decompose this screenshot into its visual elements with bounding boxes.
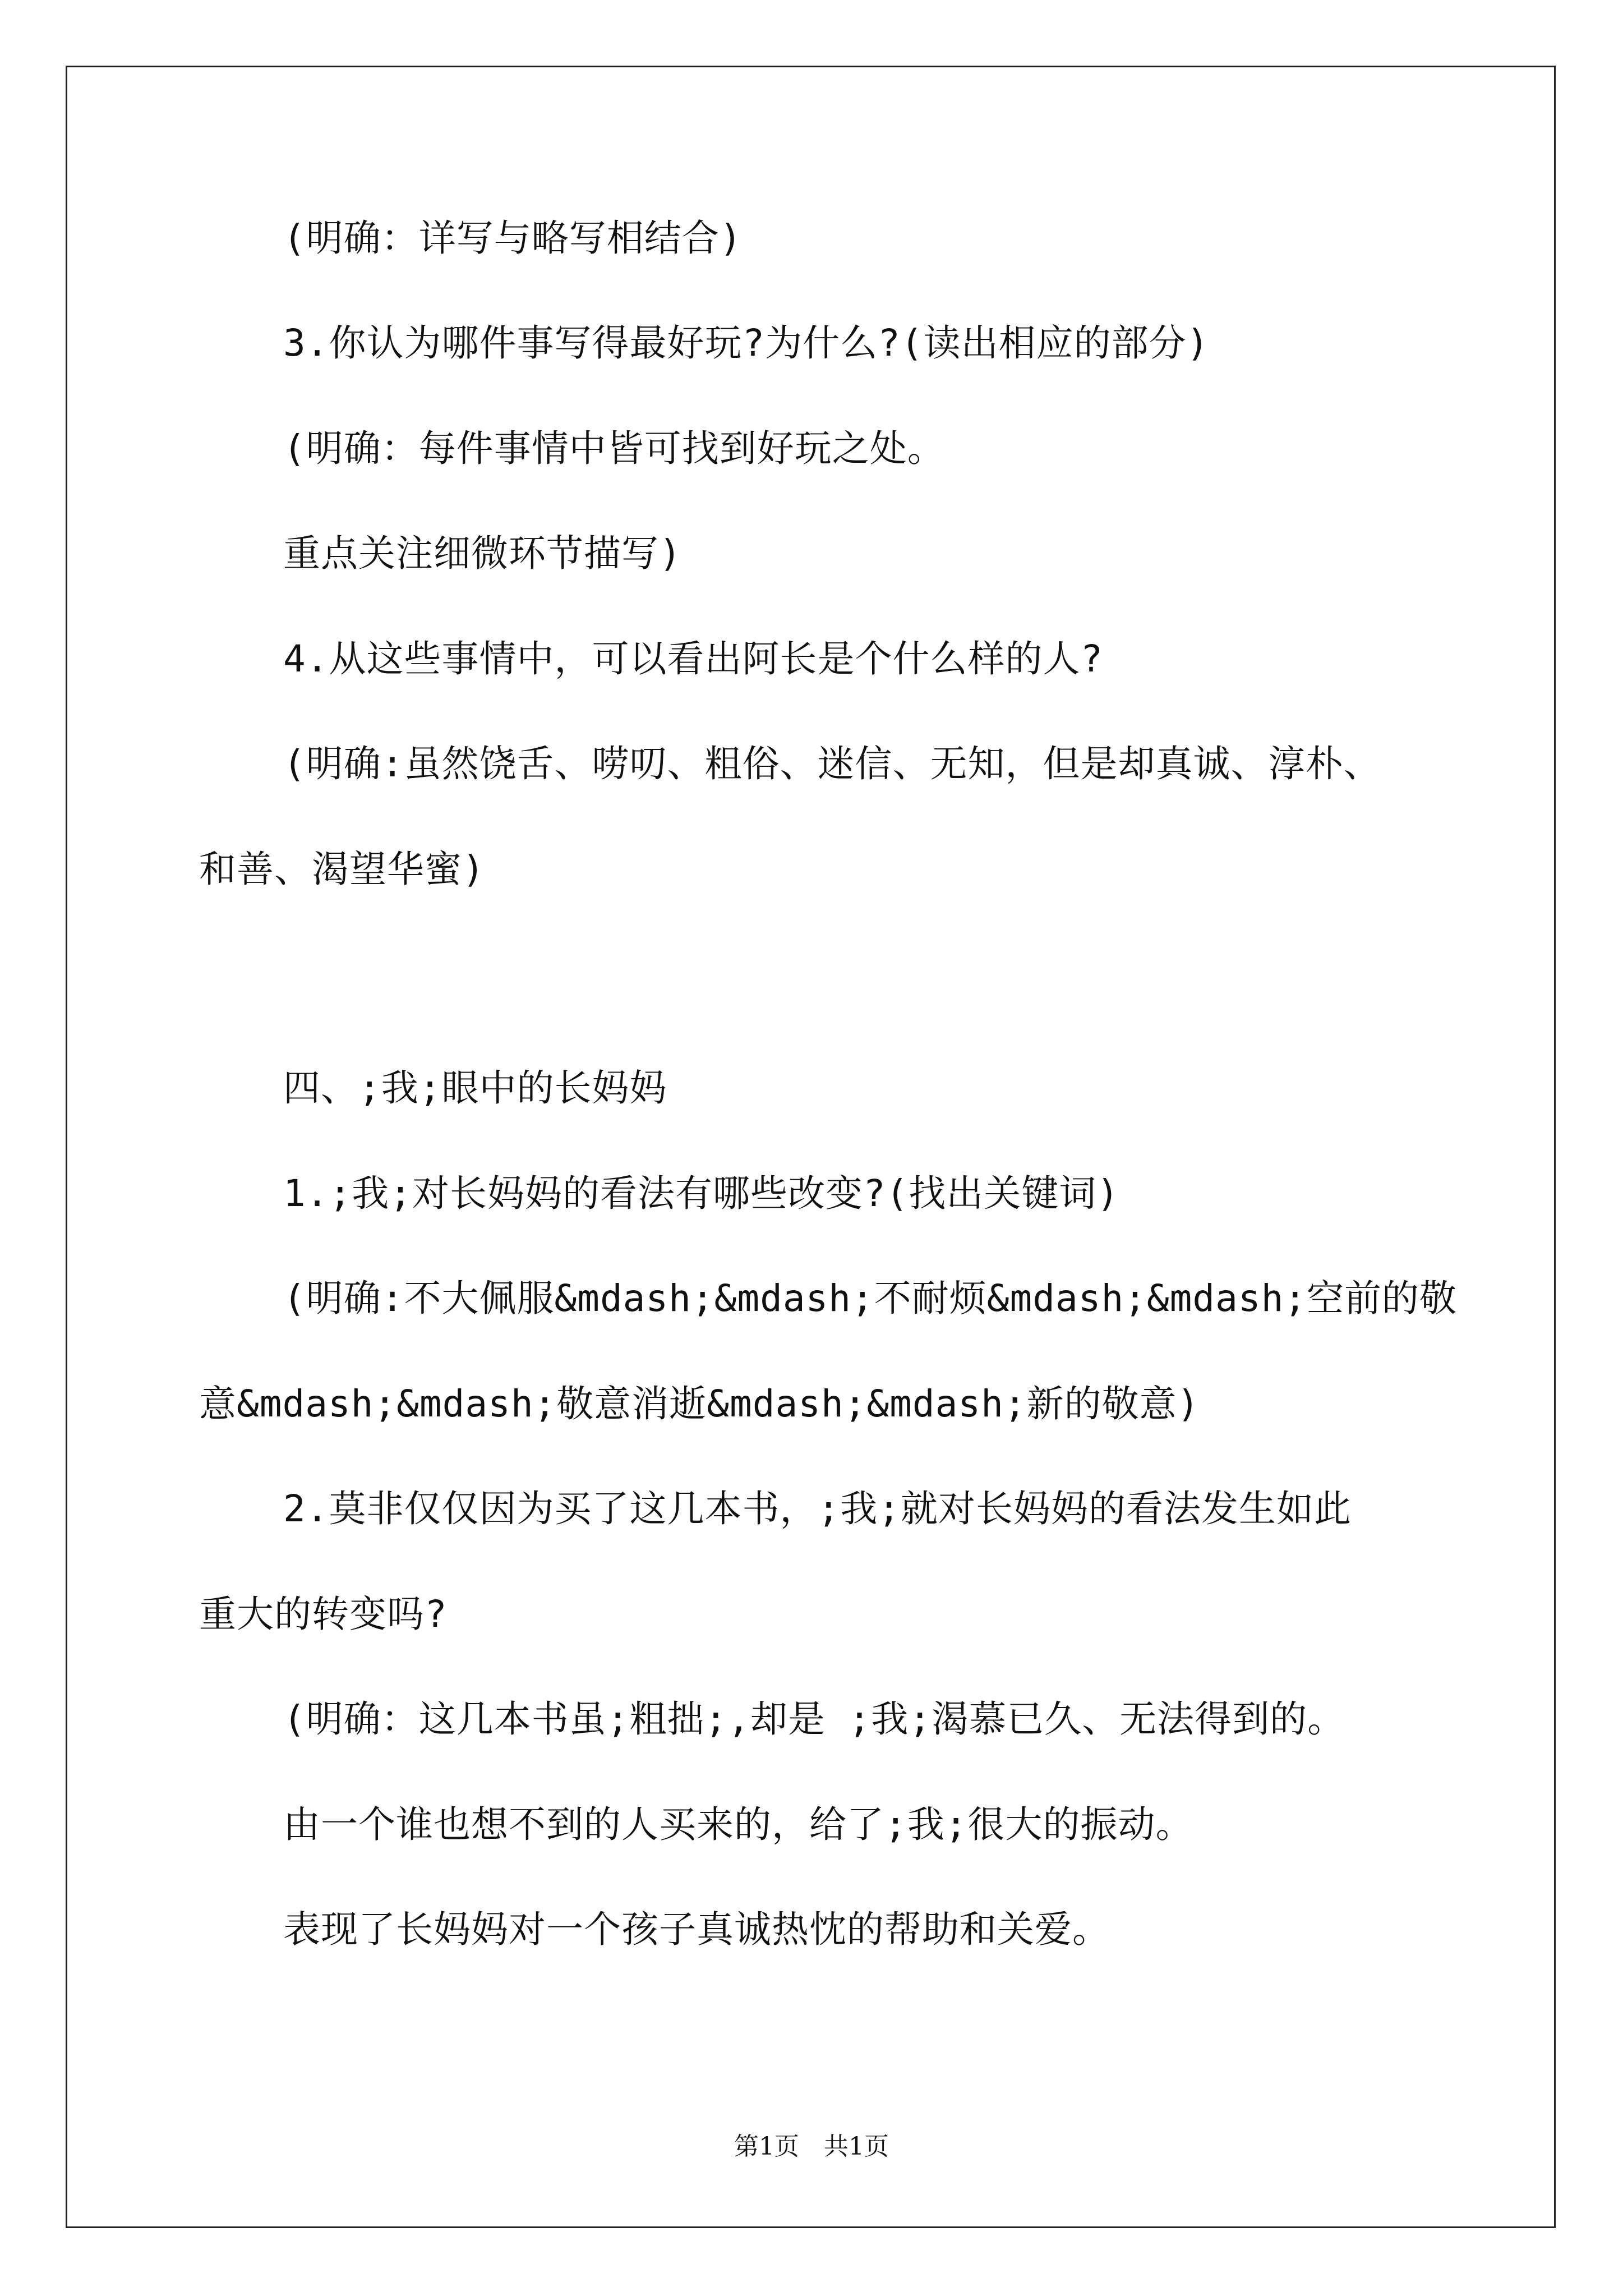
paragraph-line: (明确:虽然饶舌、唠叨、粗俗、迷信、无知，但是却真诚、淳朴、 [283,742,1381,785]
paragraph-line: 重大的转变吗? [199,1593,448,1636]
paragraph-line: 1.;我;对长妈妈的看法有哪些改变?(找出关键词) [283,1172,1120,1215]
section-heading: 四、;我;眼中的长妈妈 [283,1066,667,1110]
page-border [66,66,1556,2228]
paragraph-line: 和善、渴望华蜜) [199,848,485,891]
paragraph-line: 4.从这些事情中，可以看出阿长是个什么样的人? [283,637,1104,680]
paragraph-line: 3.你认为哪件事写得最好玩?为什么?(读出相应的部分) [283,321,1210,365]
paragraph-line: (明确:不大佩服&mdash;&mdash;不耐烦&mdash;&mdash;空前的敬 [283,1277,1458,1320]
paragraph-line: 重点关注细微环节描写) [283,532,682,575]
paragraph-line: (明确：每件事情中皆可找到好玩之处。 [283,427,945,470]
paragraph-line: 2.莫非仅仅因为买了这几本书，;我;就对长妈妈的看法发生如此 [283,1487,1352,1530]
paragraph-line: 表现了长妈妈对一个孩子真诚热忱的帮助和关爱。 [283,1908,1110,1951]
paragraph-line: (明确：详写与略写相结合) [283,217,743,260]
paragraph-line: 意&mdash;&mdash;敬意消逝&mdash;&mdash;新的敬意) [199,1382,1200,1425]
paragraph-line: (明确：这几本书虽;粗拙;,却是 ;我;渴慕已久、无法得到的。 [283,1697,1345,1741]
page-footer: 第1页 共1页 [734,2132,889,2161]
paragraph-line: 由一个谁也想不到的人买来的，给了;我;很大的振动。 [283,1803,1193,1846]
